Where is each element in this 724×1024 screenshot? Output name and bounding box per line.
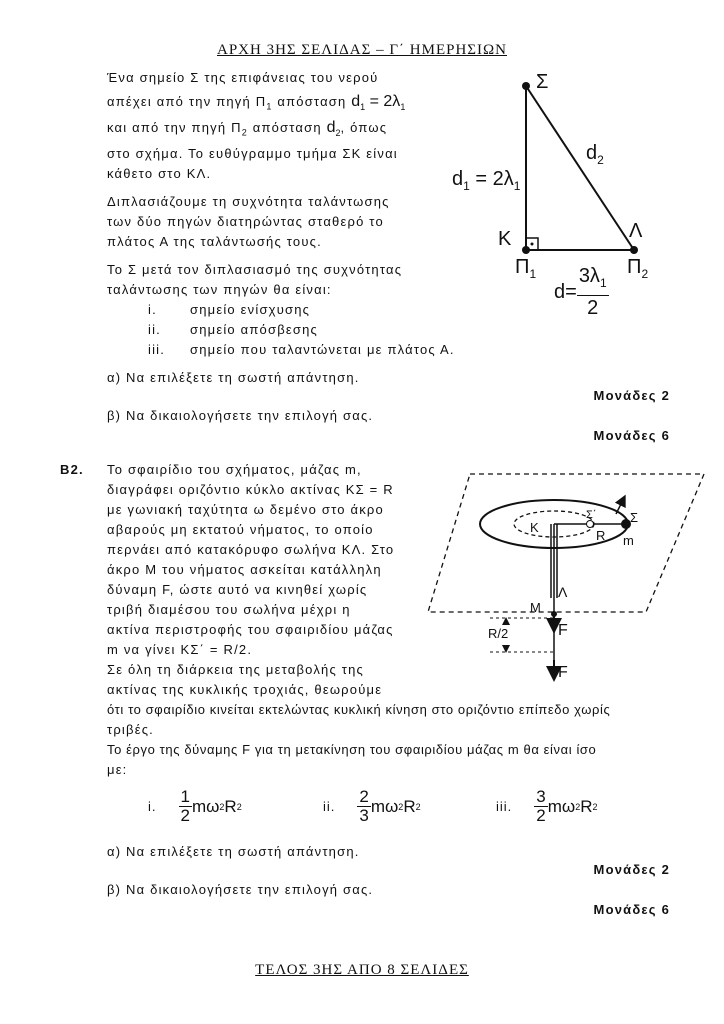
q2-wide-line-2: τριβές. xyxy=(107,722,154,737)
fig2-label-m: m xyxy=(623,533,634,548)
fig2-label-f2: F xyxy=(558,664,568,681)
q2-line-12: ακτίνας της κυκλικής τροχιάς, θεωρούμε xyxy=(107,682,383,697)
q2-wide-line-4: με: xyxy=(107,762,128,777)
fig2-label-sigma-prime: Σ΄ xyxy=(586,509,597,521)
q2-line-9: ακτίνα περιστροφής του σφαιριδίου μάζας xyxy=(107,622,394,637)
fig1-label-sigma: Σ xyxy=(536,71,549,93)
q1-line-1: Ένα σημείο Σ της επιφάνειας του νερού xyxy=(107,70,379,85)
fig2-label-m-point: Μ xyxy=(530,600,541,615)
q2-line-5: περνάει από κατακόρυφο σωλήνα ΚΛ. Στο xyxy=(107,542,395,557)
q1-part-a: α) Να επιλέξετε τη σωστή απάντηση. xyxy=(107,370,360,385)
fig1-label-p1: $\Pi_1$ xyxy=(515,256,537,281)
q1-option-1-num: i. xyxy=(148,302,157,317)
page-footer: ΤΕΛΟΣ 3ΗΣ ΑΠΟ 8 ΣΕΛΙΔΕΣ xyxy=(255,962,469,978)
fig1-label-d1: $d_1 = 2\lambda_1$ xyxy=(452,168,521,193)
q1-option-3-num: iii. xyxy=(148,342,166,357)
fig1-label-p2: $\Pi_2$ xyxy=(627,256,649,281)
q2-wide-line-3: Το έργο της δύναμης F για τη μετακίνηση του σφαιριδίου μάζας m θα είναι ίσο xyxy=(107,742,597,757)
q1-line-2: απέχει από την πηγή $\Pi_1$ απόσταση $d_1 = 2\lambda_1$ xyxy=(107,93,406,113)
q1-part-b: β) Να δικαιολογήσετε την επιλογή σας. xyxy=(107,408,374,423)
q1-option-1-text: σημείο ενίσχυσης xyxy=(190,302,311,317)
q2-line-4: αβαρούς μη εκτατού νήματος, το οποίο xyxy=(107,522,374,537)
q2-wide-line-1: ότι το σφαιρίδιο κινείται εκτελώντας κυκλική κίνηση στο οριζόντιο επίπεδο χωρίς xyxy=(107,702,611,717)
q1-line-5: κάθετο στο ΚΛ. xyxy=(107,166,212,181)
q1-line-6: Διπλασιάζουμε τη συχνότητα ταλάντωσης xyxy=(107,194,390,209)
fig1-label-d2: $d_2$ xyxy=(586,142,604,167)
q2-label: Β2. xyxy=(60,462,84,477)
q1-part-b-points: Μονάδες 6 xyxy=(593,428,670,443)
q1-line-4: στο σχήμα. Το ευθύγραμμο τμήμα ΣΚ είναι xyxy=(107,146,398,161)
q2-line-1: Το σφαιρίδιο του σχήματος, μάζας m, xyxy=(107,462,362,477)
q1-line-10: ταλάντωσης των πηγών θα είναι: xyxy=(107,282,332,297)
fig1-label-d: d= $\frac{3\lambda_1}{2}$ xyxy=(554,265,607,319)
q2-part-a: α) Να επιλέξετε τη σωστή απάντηση. xyxy=(107,844,360,859)
fig2-label-lambda: Λ xyxy=(558,584,568,600)
fig1-label-k: Κ xyxy=(498,228,512,250)
q2-choice-2: ii. $\frac{2}{3}$ mω 2 R 2 xyxy=(323,787,421,825)
q2-part-b: β) Να δικαιολογήσετε την επιλογή σας. xyxy=(107,882,374,897)
q1-line-3: και από την πηγή $\Pi_2$ απόσταση $d_2$, όπως xyxy=(107,119,388,139)
point-sigma xyxy=(522,82,530,90)
q1-line-9: Το Σ μετά τον διπλασιασμό της συχνότητας xyxy=(107,262,403,277)
q1-line-8: πλάτος Α της ταλάντωσής τους. xyxy=(107,234,322,249)
q1-part-a-points: Μονάδες 2 xyxy=(593,388,670,403)
q1-line-7: των δύο πηγών διατηρώντας σταθερό το xyxy=(107,214,384,229)
q2-part-b-points: Μονάδες 6 xyxy=(593,902,670,917)
fig2-label-r2: R/2 xyxy=(488,626,509,641)
page-header: ΑΡΧΗ 3ΗΣ ΣΕΛΙΔΑΣ – Γ΄ ΗΜΕΡΗΣΙΩΝ xyxy=(216,42,507,58)
point-sigma-prime xyxy=(587,521,594,528)
q2-line-2: διαγράφει οριζόντιο κύκλο ακτίνας ΚΣ = R xyxy=(107,482,394,497)
q2-line-10: m να γίνει ΚΣ΄ = R/2. xyxy=(107,642,253,657)
q2-choice-3: iii. $\frac{3}{2}$ mω 2 R 2 xyxy=(496,787,598,825)
velocity-arrow xyxy=(616,496,625,514)
q1-option-3-text: σημείο που ταλαντώνεται με πλάτος Α. xyxy=(190,342,455,357)
point-p2 xyxy=(630,246,638,254)
q2-line-6: άκρο Μ του νήματος ασκείται κατάλληλη xyxy=(107,562,382,577)
q1-option-2-num: ii. xyxy=(148,322,161,337)
q2-line-7: δύναμη F, ώστε αυτό να κινηθεί χωρίς xyxy=(107,582,368,597)
fig2-label-sigma: Σ xyxy=(630,510,639,525)
fig2-label-r: R xyxy=(596,528,606,543)
point-p1 xyxy=(522,246,530,254)
fig1-label-lambda: Λ xyxy=(629,220,643,242)
q2-line-3: με γωνιακή ταχύτητα ω δεμένο στο άκρο xyxy=(107,502,384,517)
q2-line-8: τριβή διαμέσου του σωλήνα μέχρι η xyxy=(107,602,351,617)
q2-line-11: Σε όλη τη διάρκεια της μεταβολής της xyxy=(107,662,364,677)
q2-choice-1: i. $\frac{1}{2}$ mω 2 R 2 xyxy=(148,787,242,825)
fig2-label-f1: F xyxy=(558,622,568,639)
figure-rotating-sphere xyxy=(420,466,710,692)
q1-option-2-text: σημείο απόσβεσης xyxy=(190,322,318,337)
q2-part-a-points: Μονάδες 2 xyxy=(593,862,670,877)
fig2-label-k: Κ xyxy=(530,520,539,535)
